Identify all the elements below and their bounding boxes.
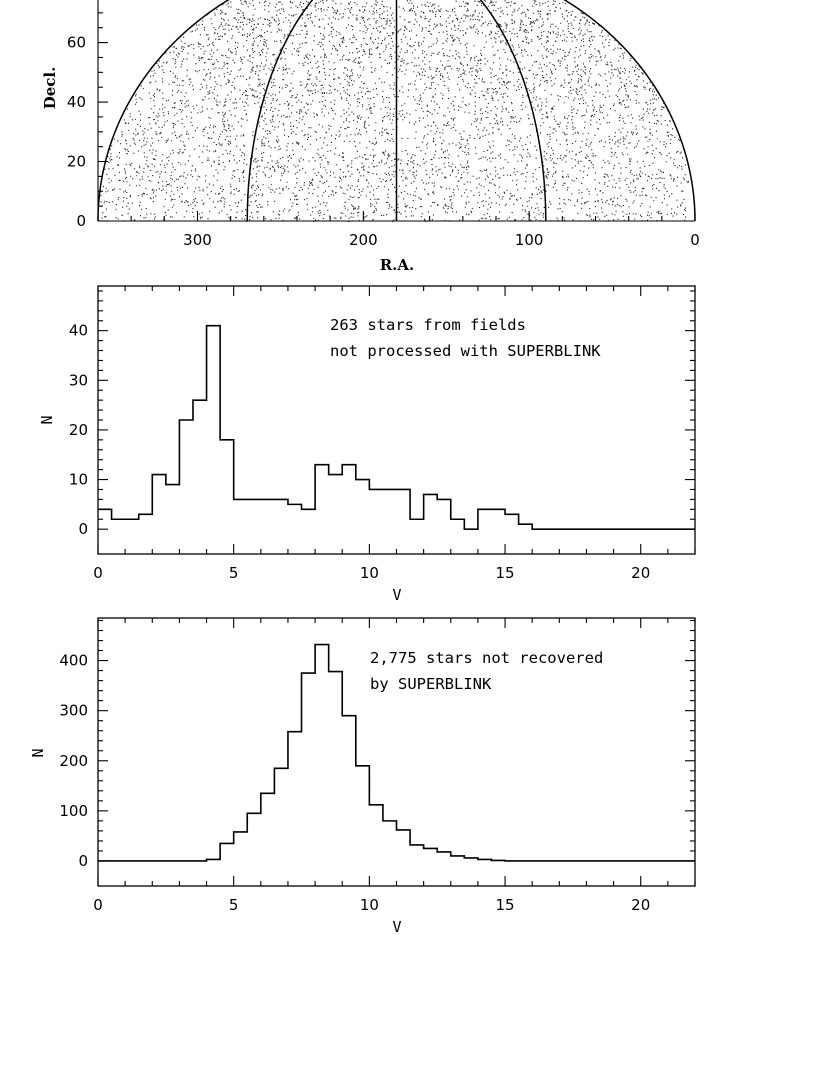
panel1-ylabel: Decl. (41, 66, 59, 110)
panel1-x-tick-label: 300 (183, 231, 212, 249)
panel2-y-tick-label: 20 (68, 420, 88, 439)
panel1-x-tick-label: 200 (349, 231, 378, 249)
panel2-annotation-line2: not processed with SUPERBLINK (330, 342, 601, 360)
panel3-y-tick-label: 300 (59, 701, 88, 720)
panel2-x-tick-label: 0 (93, 564, 103, 582)
panel1-x-tick-label: 0 (690, 231, 700, 249)
magnitude-histogram-unprocessed (38, 286, 695, 604)
panel1-y-tick-label: 40 (66, 93, 86, 112)
panel3-xlabel: V (392, 918, 402, 936)
panel2-x-tick-label: 20 (631, 564, 651, 582)
panel1-ticks (67, 0, 700, 249)
panel2-x-tick-label: 15 (495, 564, 515, 582)
panel3-x-tick-label: 0 (93, 896, 103, 914)
meridian-ra-360 (98, 0, 232, 221)
panel3-y-tick-label: 400 (59, 651, 88, 670)
panel3-x-tick-label: 15 (495, 896, 515, 914)
panel2-y-tick-label: 30 (68, 371, 88, 390)
meridian-ra-0 (562, 0, 696, 221)
panel2-x-tick-label: 10 (359, 564, 379, 582)
panel3-y-tick-label: 0 (78, 851, 88, 870)
panel3-x-tick-label: 5 (228, 896, 239, 914)
panel1-y-tick-label: 0 (76, 212, 86, 230)
star-dots (100, 0, 695, 222)
panel1-xlabel: R.A. (379, 256, 415, 274)
star-points (100, 0, 695, 222)
panel1-x-tick-label: 100 (514, 231, 544, 249)
panel2-y-tick-label: 10 (68, 470, 88, 489)
panel3-ylabel: N (29, 748, 47, 758)
panel1-y-tick-label: 20 (66, 152, 86, 171)
panel3-y-tick-label: 200 (59, 751, 88, 770)
panel1-y-tick-label: 60 (66, 33, 86, 52)
panel3-x-tick-label: 10 (359, 896, 379, 914)
panel3-annotation-line2: by SUPERBLINK (370, 675, 492, 693)
sky-distribution-panel (41, 0, 700, 274)
panel2-xlabel: V (392, 586, 402, 604)
panel3-x-tick-label: 20 (631, 896, 651, 914)
panel2-ylabel: N (38, 415, 56, 425)
panel2-y-tick-label: 40 (68, 321, 88, 340)
panel2-annotation-line1: 263 stars from fields (330, 316, 526, 334)
magnitude-histogram-not-recovered (29, 618, 695, 936)
panel2-x-tick-label: 5 (228, 564, 239, 582)
panel2-y-tick-label: 0 (78, 520, 88, 539)
meridian-ra-270 (247, 0, 314, 221)
panel3-y-tick-label: 100 (59, 801, 88, 820)
panel3-annotation-line1: 2,775 stars not recovered (370, 649, 604, 667)
